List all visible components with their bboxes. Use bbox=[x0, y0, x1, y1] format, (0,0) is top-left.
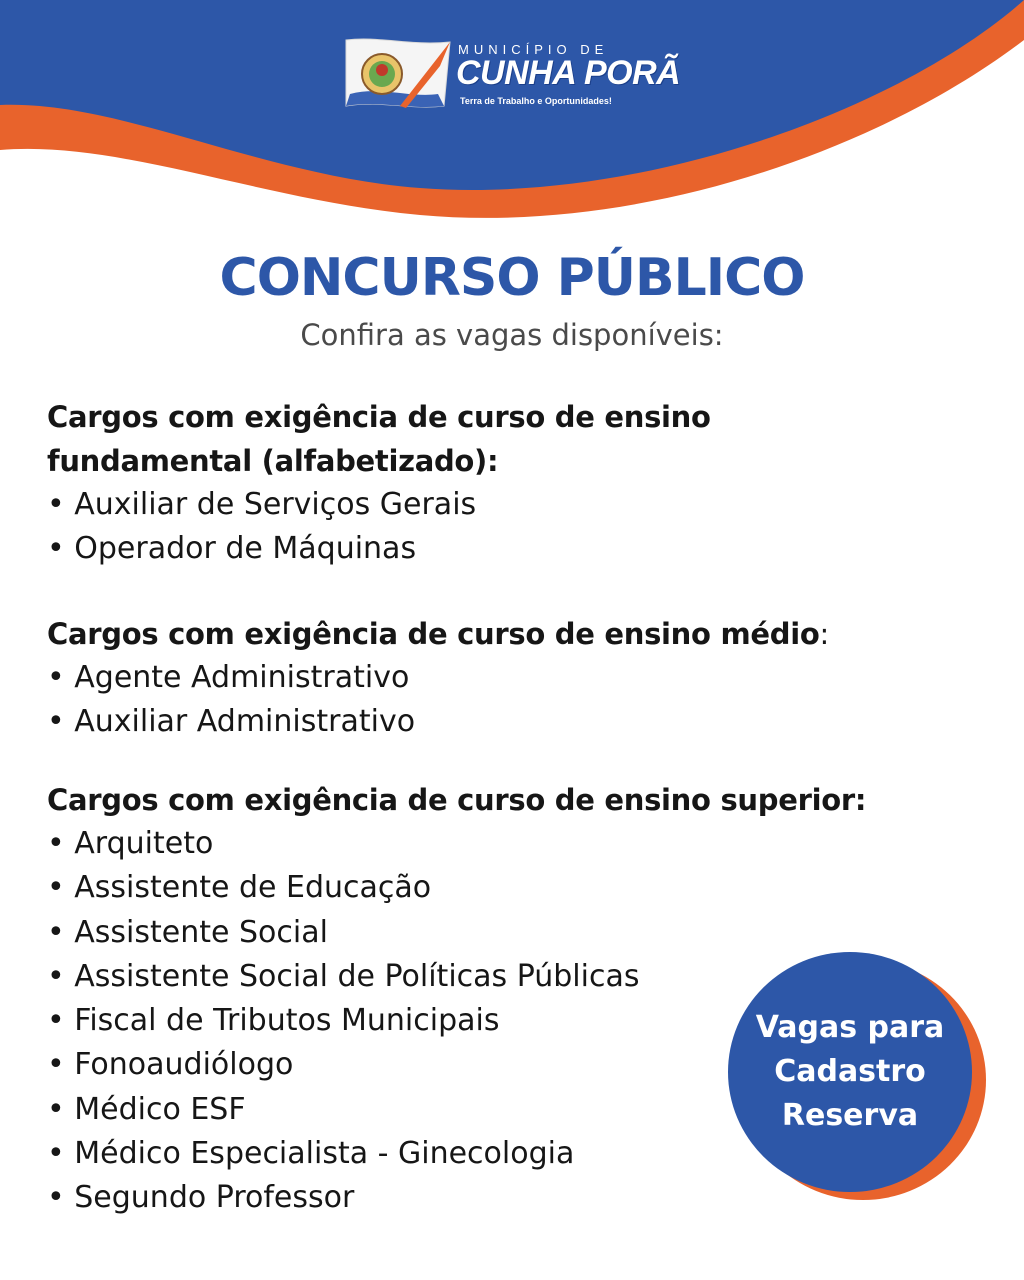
bullet: • bbox=[47, 870, 65, 906]
section-title-text: Cargos com exigência de curso de ensino médio bbox=[47, 617, 820, 651]
job-title: Fonoaudiólogo bbox=[74, 1047, 294, 1083]
section-fundamental bbox=[47, 395, 947, 572]
section-title bbox=[47, 395, 947, 483]
page-title: CONCURSO PÚBLICO bbox=[219, 248, 805, 308]
bullet: • bbox=[47, 1047, 65, 1083]
logo-prefix: MUNICÍPIO DE bbox=[458, 42, 609, 57]
job-title: Médico Especialista - Ginecologia bbox=[74, 1136, 575, 1172]
job-title: Segundo Professor bbox=[74, 1180, 355, 1216]
bullet: • bbox=[47, 531, 65, 567]
list-item bbox=[47, 656, 947, 700]
section-title: Cargos com exigência de curso de ensino superior: bbox=[47, 783, 867, 817]
job-title: Agente Administrativo bbox=[74, 660, 410, 695]
job-title: Médico ESF bbox=[74, 1091, 246, 1127]
list-item bbox=[47, 700, 947, 744]
flag-emblem-icon bbox=[340, 36, 456, 112]
section-title-line: fundamental (alfabetizado): bbox=[47, 444, 499, 478]
logo-tagline: Terra de Trabalho e Oportunidades! bbox=[460, 96, 612, 106]
job-title: Assistente Social de Políticas Públicas bbox=[74, 958, 640, 994]
bullet: • bbox=[47, 1180, 65, 1216]
bullet: • bbox=[47, 826, 65, 861]
section-title-colon: : bbox=[819, 617, 829, 651]
bullet: • bbox=[47, 958, 65, 994]
job-title: Auxiliar de Serviços Gerais bbox=[74, 487, 477, 522]
badge-line: Vagas para bbox=[755, 1010, 945, 1045]
job-title: Arquiteto bbox=[74, 826, 214, 861]
badge-line: Cadastro bbox=[774, 1054, 926, 1089]
bullet: • bbox=[47, 1003, 65, 1039]
bullet: • bbox=[47, 1091, 65, 1127]
job-title: Operador de Máquinas bbox=[74, 531, 417, 567]
list-item bbox=[47, 866, 947, 910]
job-title: Assistente Social bbox=[74, 914, 328, 950]
municipality-logo bbox=[340, 36, 700, 116]
section-medio bbox=[47, 612, 947, 745]
bullet: • bbox=[47, 1136, 65, 1172]
badge-line: Reserva bbox=[781, 1098, 919, 1133]
list-item bbox=[47, 822, 947, 866]
reserve-badge bbox=[728, 952, 972, 1192]
bullet: • bbox=[47, 487, 65, 522]
job-title: Assistente de Educação bbox=[74, 870, 432, 906]
section-title bbox=[47, 612, 947, 656]
bullet: • bbox=[47, 704, 65, 740]
bullet: • bbox=[47, 914, 65, 950]
list-item bbox=[47, 483, 947, 527]
logo-name: CUNHA PORÃ bbox=[456, 54, 681, 92]
job-title: Fiscal de Tributos Municipais bbox=[74, 1003, 500, 1039]
list-item bbox=[47, 527, 947, 571]
section-title-line: Cargos com exigência de curso de ensino bbox=[47, 400, 711, 434]
bullet: • bbox=[47, 660, 65, 695]
job-title: Auxiliar Administrativo bbox=[74, 704, 416, 740]
list-item bbox=[47, 911, 947, 955]
page-subtitle: Confira as vagas disponíveis: bbox=[300, 318, 724, 352]
